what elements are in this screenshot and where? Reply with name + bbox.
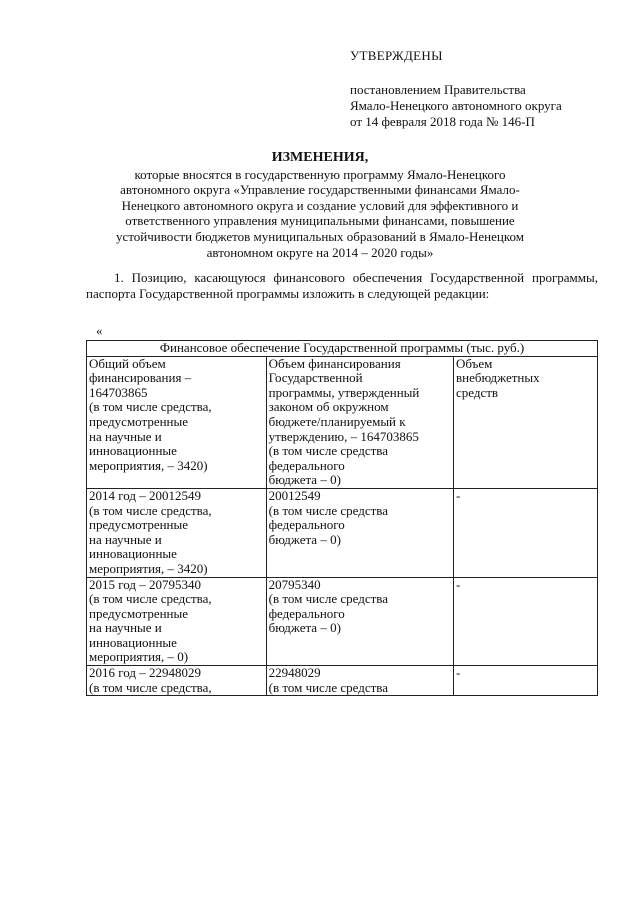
cell-line: мероприятия, – 3420) <box>89 457 208 473</box>
approval-line: постановлением Правительства <box>350 82 526 97</box>
cell-line: Объем финансирования <box>268 355 401 371</box>
cell-line: федерального <box>268 605 345 621</box>
cell-line: (в том числе средства <box>268 591 389 607</box>
table-row <box>87 488 598 577</box>
cell-line: (в том числе средства, <box>89 591 212 607</box>
cell-line: 164703865 <box>89 384 148 400</box>
cell-line: на научные и <box>89 428 162 444</box>
approval-line: от 14 февраля 2018 года № 146-П <box>350 114 535 129</box>
cell-line: утверждению, – 164703865 <box>268 428 419 444</box>
title-main: ИЗМЕНЕНИЯ, <box>271 150 369 165</box>
opening-quote: « <box>96 323 103 338</box>
table-body <box>87 356 598 696</box>
title-line: устойчивости бюджетов муниципальных образований в Ямало-Ненецком <box>116 228 524 244</box>
cell-line: средств <box>455 384 499 400</box>
cell-line: (в том числе средства, <box>89 399 212 415</box>
table-cell <box>453 666 597 696</box>
cell-line: Объем <box>455 355 493 371</box>
cell-line: 20012549 <box>268 487 321 503</box>
cell-line: на научные и <box>89 620 162 636</box>
cell-line: предусмотренные <box>89 517 189 533</box>
title-line: автономном округе на 2014 – 2020 годы» <box>206 244 434 260</box>
title-line: автономного округа «Управление государственными финансами Ямало- <box>120 182 520 198</box>
cell-line: 22948029 <box>268 665 321 681</box>
table-cell <box>87 577 267 666</box>
table-row <box>87 577 598 666</box>
table-cell <box>266 356 453 488</box>
cell-line: (в том числе средства, <box>89 502 212 518</box>
cell-line: инновационные <box>89 443 177 459</box>
cell-line: законом об окружном <box>268 399 389 415</box>
cell-line: предусмотренные <box>89 413 189 429</box>
cell-line: - <box>455 576 461 592</box>
table-cell <box>87 666 267 696</box>
cell-line: (в том числе средства, <box>89 679 212 695</box>
body-paragraph: 1. Позицию, касающуюся финансового обеспечения Государственной программы, паспорта Государственной программы изложить в следующей редакции: <box>86 270 598 301</box>
cell-line: программы, утвержденный <box>268 384 420 400</box>
cell-line: - <box>455 487 461 503</box>
cell-line: 2016 год – 22948029 <box>89 665 201 681</box>
approval-heading: УТВЕРЖДЕНЫ <box>350 48 443 63</box>
title-line: Ненецкого автономного округа и создание условий для эффективного и <box>121 197 519 213</box>
table-header-row <box>87 341 598 357</box>
cell-line: предусмотренные <box>89 605 189 621</box>
cell-line: 20795340 <box>268 576 321 592</box>
cell-line: 2015 год – 20795340 <box>89 576 201 592</box>
cell-line: (в том числе средства <box>268 502 389 518</box>
cell-line: Общий объем <box>89 355 166 371</box>
approval-line: Ямало-Ненецкого автономного округа <box>350 98 562 113</box>
table-cell <box>87 356 267 488</box>
table-cell <box>453 488 597 577</box>
cell-line: Государственной <box>268 370 363 386</box>
table-row <box>87 666 598 696</box>
cell-line: 2014 год – 20012549 <box>89 487 201 503</box>
cell-line: мероприятия, – 0) <box>89 649 189 665</box>
approval-block <box>350 48 620 130</box>
cell-line: (в том числе средства <box>268 679 389 695</box>
financing-table <box>86 340 598 696</box>
cell-line: (в том числе средства <box>268 443 389 459</box>
cell-line: бюджета – 0) <box>268 620 341 636</box>
cell-line: бюджете/планируемый к <box>268 413 406 429</box>
cell-line: федерального <box>268 457 345 473</box>
cell-line: инновационные <box>89 546 177 562</box>
document-title <box>100 150 540 260</box>
cell-line: - <box>455 665 461 681</box>
cell-line: внебюджетных <box>455 370 540 386</box>
table-header-cell: Финансовое обеспечение Государственной программы (тыс. руб.) <box>87 341 598 357</box>
table-cell <box>266 488 453 577</box>
cell-line: мероприятия, – 3420) <box>89 560 208 576</box>
table-cell <box>266 666 453 696</box>
table-row <box>87 356 598 488</box>
title-line: которые вносятся в государственную программу Ямало-Ненецкого <box>134 166 506 182</box>
table-cell <box>453 356 597 488</box>
table-cell <box>453 577 597 666</box>
cell-line: федерального <box>268 517 345 533</box>
cell-line: на научные и <box>89 531 162 547</box>
table-cell <box>87 488 267 577</box>
table-cell <box>266 577 453 666</box>
title-line: ответственного управления муниципальными финансами, повышение <box>125 213 515 229</box>
cell-line: бюджета – 0) <box>268 472 341 488</box>
cell-line: финансирования – <box>89 370 192 386</box>
cell-line: бюджета – 0) <box>268 531 341 547</box>
cell-line: инновационные <box>89 634 177 650</box>
